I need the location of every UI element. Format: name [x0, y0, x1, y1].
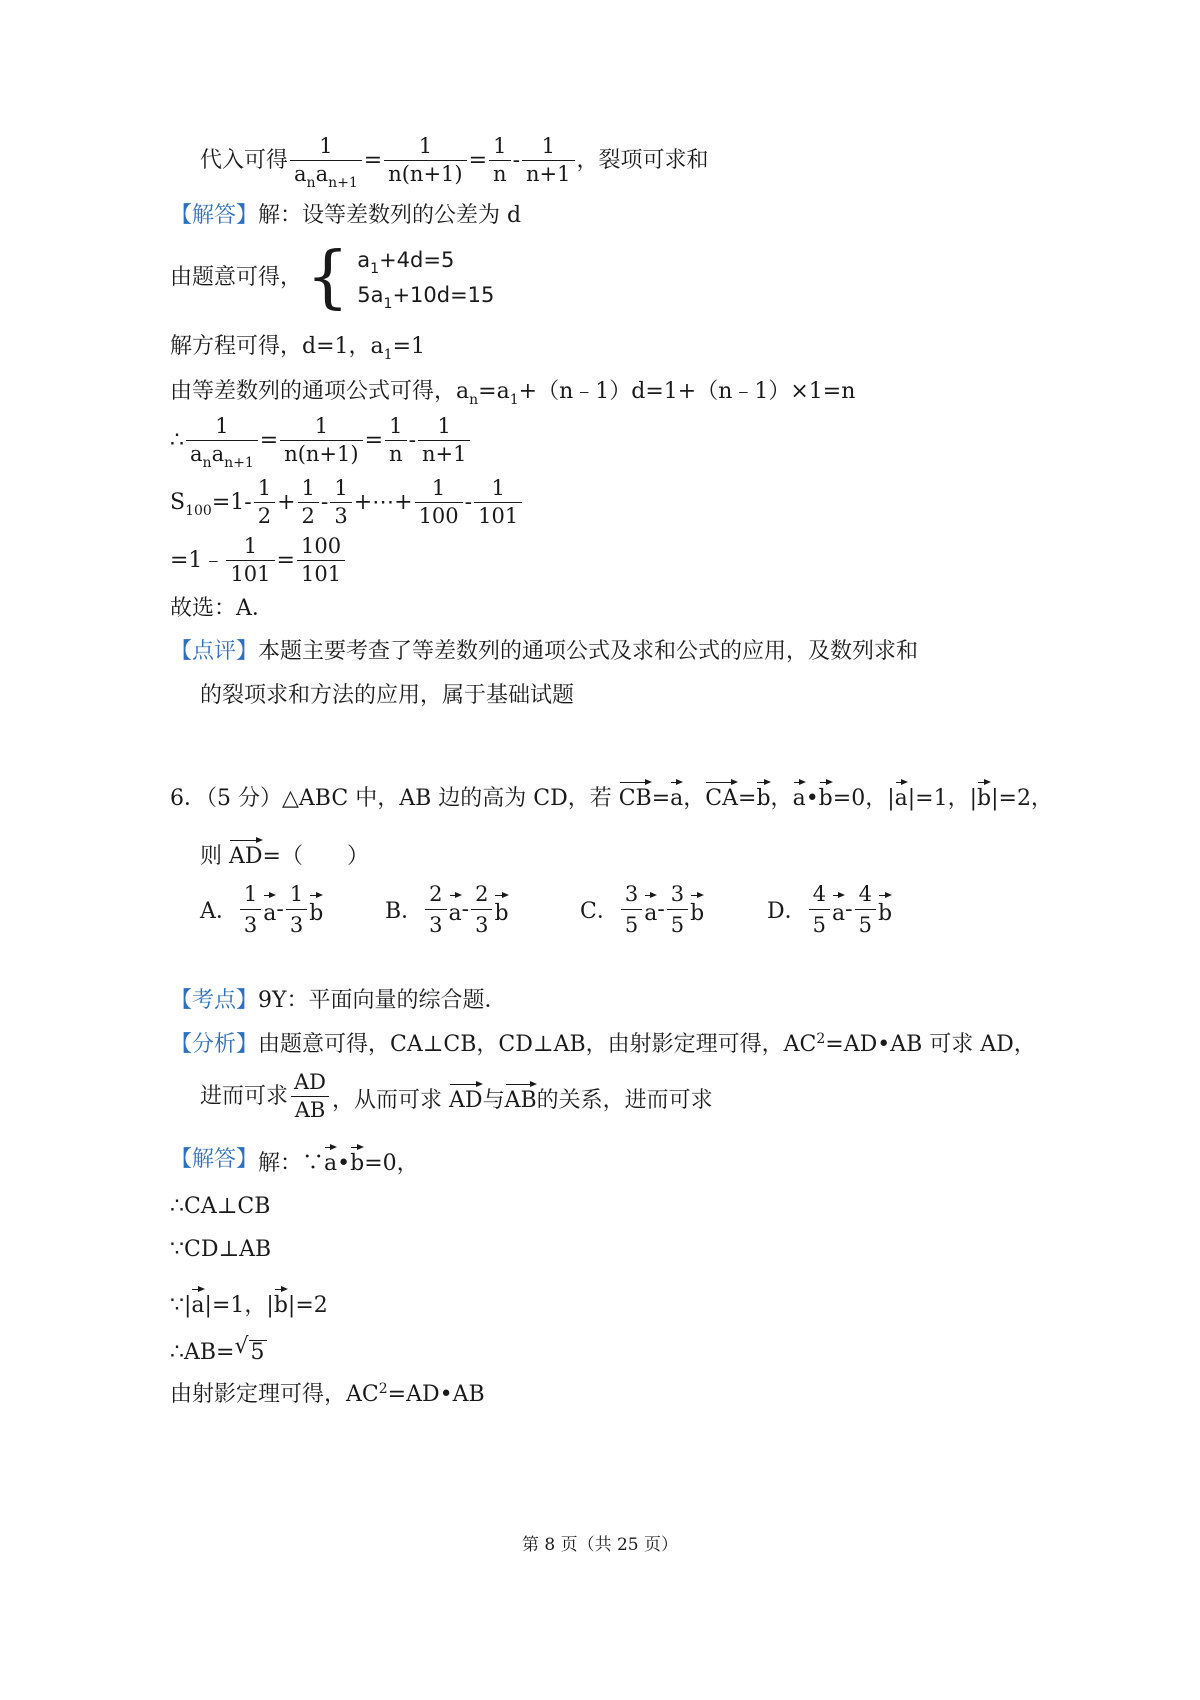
text-suffix: ，裂项可求和 [576, 147, 709, 173]
line-s100: $S_{100}=1$ - $\frac{1}{2}$ + $\frac{1}{2}$ - $\frac{1}{3}$ +⋯+ $\frac{1}{100}$ - $\frac{1}{101}$ [170, 478, 524, 527]
equation-system [357, 248, 495, 312]
text-prefix: 代入可得 [200, 147, 289, 173]
option-a: A． $\frac{1}{3}$ a - $\frac{1}{3}$ b [200, 882, 324, 937]
line-jieda [170, 205, 521, 227]
fraction: $\frac{1}{2}$ [254, 478, 275, 527]
section-text: 由题意可得，CA⊥CB，CD⊥AB，由射影定理可得，$AC^2=AD•AB$ 可求 AD， [258, 1031, 1036, 1057]
equation-row: $5a_1+10d=15$ [357, 283, 495, 312]
line-answer [170, 598, 274, 620]
fraction: $\frac{100}{101}$ [297, 536, 345, 585]
option-d: D． $\frac{4}{5}$ a - $\frac{4}{5}$ b [767, 882, 893, 937]
text: 由等差数列的通项公式可得，$a_n=a_1+(n﹣1)d=1+(n﹣1)\times 1=n$ [170, 379, 856, 408]
therefore-symbol: ∴ [170, 427, 184, 453]
fraction: $\frac{1}{2}$ [298, 478, 319, 527]
option-label: C． [580, 899, 619, 924]
text: 由题意可得， [170, 265, 303, 290]
fraction: $\frac{AD}{AB}$ [290, 1072, 330, 1121]
line-jieda-2 [170, 1145, 419, 1175]
section-tag: 【分析】 [170, 1032, 259, 1057]
line-s100-result: =1﹣ $\frac{1}{101}$ = $\frac{100}{101}$ [170, 536, 347, 585]
text: ∴AB=√ 5 [170, 1340, 267, 1364]
s100-label: $S_{100}=1$ [170, 489, 245, 519]
option-c: C． $\frac{3}{5}$ a - $\frac{3}{5}$ b [580, 882, 705, 937]
fraction: $\frac{1}{n}$ [489, 136, 511, 185]
line-solve [170, 334, 425, 363]
section-text: 9Y：平面向量的综合题． [258, 988, 507, 1013]
line-step5 [170, 1381, 485, 1407]
text: 由射影定理可得，$AC^2=AD•AB$ [170, 1381, 485, 1407]
section-text: 解：∵a•b=0， [258, 1145, 419, 1175]
section-text: 的裂项求和方法的应用，属于基础试题 [200, 683, 575, 708]
line-step1 [170, 1196, 270, 1218]
fraction: $\frac{1}{100}$ [415, 478, 463, 527]
line-kaodian [170, 990, 507, 1012]
fraction: $\frac{1}{a_na_{n+1}}$ [290, 136, 362, 185]
fraction: $\frac{1}{3}$ [330, 478, 351, 527]
line-step3 [170, 1287, 328, 1317]
text: ∵|a|=1，|b|=2 [170, 1287, 328, 1317]
line-therefore-frac: ∴ $\frac{1}{a_na_{n+1}}$ = $\frac{1}{n(n+1)}$ = $\frac{1}{n}$ - $\frac{1}{n+1}$ [170, 416, 472, 465]
fraction: $\frac{1}{n+1}$ [522, 136, 574, 185]
line-fenxi-2: 进而可求 $\frac{AD}{AB}$ ，从而可求 AD与AB的关系，进而可求 [200, 1070, 713, 1122]
text: ∵CD⊥AB [170, 1237, 272, 1262]
line-general-term [170, 379, 856, 408]
section-tag: 【点评】 [170, 639, 259, 664]
q6-stem-2 [200, 838, 369, 868]
text: 6．（5 分）△ABC 中，AB 边的高为 CD，若 CB=a，CA=b，a•b=0，|a|=1，|b|=2， [170, 780, 1053, 810]
line-fenxi [170, 1031, 1036, 1057]
section-text: 解：设等差数列的公差为 d [258, 203, 522, 228]
option-label: A． [200, 899, 238, 924]
text: 解方程可得，d=1，$a_1=1$ [170, 334, 425, 363]
text: =1﹣ [170, 547, 225, 573]
line-dianping-2 [200, 685, 574, 707]
fraction: $\frac{1}{101}$ [226, 536, 274, 585]
fraction: $\frac{1}{n+1}$ [418, 416, 470, 465]
fraction: $\frac{1}{n(n+1)}$ [384, 136, 466, 185]
text: 故选：A． [170, 596, 274, 621]
line-dianping [170, 641, 918, 663]
option-b: B． $\frac{2}{3}$ a - $\frac{2}{3}$ b [385, 882, 509, 937]
brace-icon: { [306, 238, 350, 317]
fraction: $\frac{1}{n(n+1)}$ [280, 416, 362, 465]
section-tag: 【解答】 [170, 203, 259, 228]
line-step4 [170, 1340, 267, 1364]
section-tag: 【考点】 [170, 988, 259, 1013]
section-text: 本题主要考查了等差数列的通项公式及求和公式的应用，及数列求和 [258, 639, 919, 664]
text: ∴CA⊥CB [170, 1194, 271, 1219]
section-tag: 【解答】 [170, 1147, 259, 1172]
line-system [170, 238, 495, 317]
option-label: D． [767, 899, 807, 924]
fraction: $\frac{1}{101}$ [474, 478, 522, 527]
line-substitution: 代入可得 $\frac{1}{a_na_{n+1}}$ = $\frac{1}{n(n+1)}$ = $\frac{1}{n}$ - $\frac{1}{n+1}$ ，裂项可求和 [200, 134, 709, 191]
option-label: B． [385, 899, 424, 924]
text: 则 AD=（ ） [200, 838, 369, 868]
page-footer [0, 1530, 1200, 1555]
line-step2 [170, 1239, 271, 1261]
q6-stem [170, 780, 1053, 810]
footer-text: 第 8 页（共 25 页） [521, 1535, 679, 1555]
equation-row: $a_1+4d=5$ [357, 248, 455, 277]
fraction: $\frac{1}{a_na_{n+1}}$ [186, 416, 258, 465]
fraction: $\frac{1}{n}$ [385, 416, 407, 465]
